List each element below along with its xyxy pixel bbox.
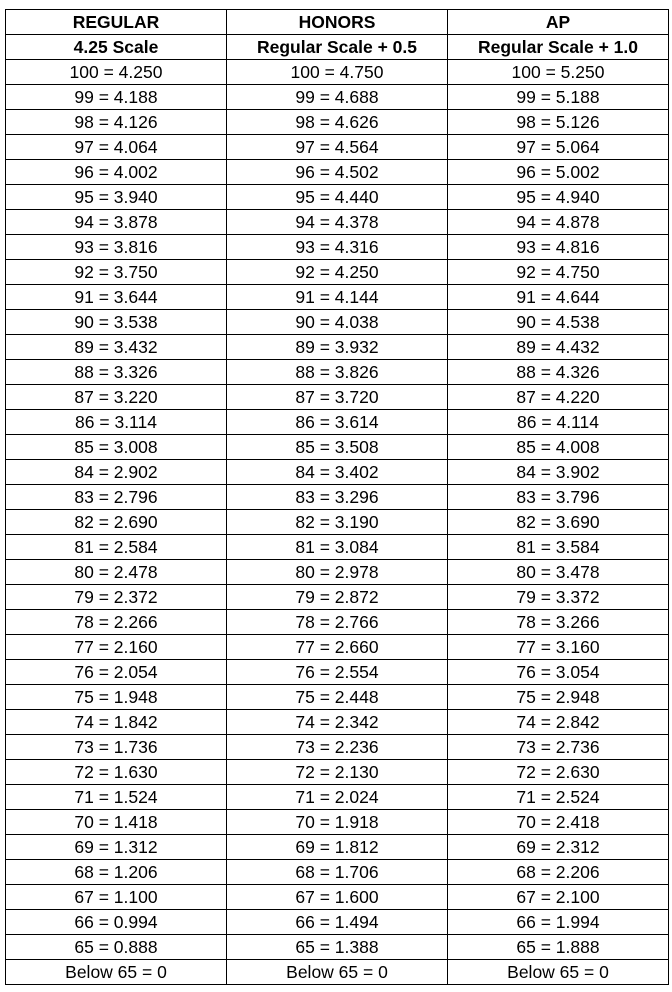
cell-honors: 78 = 2.766 <box>227 610 448 635</box>
cell-ap: 75 = 2.948 <box>448 685 669 710</box>
cell-ap: 74 = 2.842 <box>448 710 669 735</box>
cell-ap: 65 = 1.888 <box>448 935 669 960</box>
cell-ap: 79 = 3.372 <box>448 585 669 610</box>
table-row <box>6 185 669 210</box>
cell-honors: 83 = 3.296 <box>227 485 448 510</box>
table-row <box>6 860 669 885</box>
cell-honors: 71 = 2.024 <box>227 785 448 810</box>
cell-honors: 73 = 2.236 <box>227 735 448 760</box>
cell-honors: 84 = 3.402 <box>227 460 448 485</box>
table-row <box>6 735 669 760</box>
table-row <box>6 960 669 985</box>
table-row <box>6 760 669 785</box>
table-row <box>6 785 669 810</box>
cell-ap: 67 = 2.100 <box>448 885 669 910</box>
table-row <box>6 635 669 660</box>
cell-ap: 90 = 4.538 <box>448 310 669 335</box>
header-row <box>6 10 669 35</box>
subheader-honors: Regular Scale + 0.5 <box>227 35 448 60</box>
cell-ap: 96 = 5.002 <box>448 160 669 185</box>
cell-regular: 94 = 3.878 <box>6 210 227 235</box>
table-row <box>6 160 669 185</box>
cell-ap: 82 = 3.690 <box>448 510 669 535</box>
cell-ap: 77 = 3.160 <box>448 635 669 660</box>
table-row <box>6 560 669 585</box>
cell-honors: 81 = 3.084 <box>227 535 448 560</box>
table-row <box>6 585 669 610</box>
table-row <box>6 685 669 710</box>
cell-regular: 75 = 1.948 <box>6 685 227 710</box>
table-row <box>6 710 669 735</box>
table-row <box>6 910 669 935</box>
cell-regular: 84 = 2.902 <box>6 460 227 485</box>
table-row <box>6 885 669 910</box>
cell-honors: 74 = 2.342 <box>227 710 448 735</box>
gpa-scale-table <box>5 9 669 985</box>
table-row <box>6 535 669 560</box>
cell-ap: 84 = 3.902 <box>448 460 669 485</box>
cell-regular: 96 = 4.002 <box>6 160 227 185</box>
cell-regular: 81 = 2.584 <box>6 535 227 560</box>
table-row <box>6 485 669 510</box>
cell-honors: 97 = 4.564 <box>227 135 448 160</box>
table-row <box>6 85 669 110</box>
cell-ap: 71 = 2.524 <box>448 785 669 810</box>
table-row <box>6 110 669 135</box>
cell-regular: 93 = 3.816 <box>6 235 227 260</box>
cell-ap: 72 = 2.630 <box>448 760 669 785</box>
subheader-row <box>6 35 669 60</box>
cell-regular: 69 = 1.312 <box>6 835 227 860</box>
table-row <box>6 435 669 460</box>
cell-ap: 93 = 4.816 <box>448 235 669 260</box>
cell-ap: 76 = 3.054 <box>448 660 669 685</box>
cell-regular: 72 = 1.630 <box>6 760 227 785</box>
cell-regular: 66 = 0.994 <box>6 910 227 935</box>
cell-regular: 97 = 4.064 <box>6 135 227 160</box>
cell-honors: 99 = 4.688 <box>227 85 448 110</box>
cell-honors: 65 = 1.388 <box>227 935 448 960</box>
cell-honors: 70 = 1.918 <box>227 810 448 835</box>
cell-honors: 66 = 1.494 <box>227 910 448 935</box>
cell-ap: 87 = 4.220 <box>448 385 669 410</box>
cell-regular: 90 = 3.538 <box>6 310 227 335</box>
cell-regular: 83 = 2.796 <box>6 485 227 510</box>
cell-honors: 95 = 4.440 <box>227 185 448 210</box>
cell-regular: 65 = 0.888 <box>6 935 227 960</box>
cell-regular: 68 = 1.206 <box>6 860 227 885</box>
table-row <box>6 260 669 285</box>
cell-regular: 87 = 3.220 <box>6 385 227 410</box>
cell-regular: 80 = 2.478 <box>6 560 227 585</box>
cell-honors: 92 = 4.250 <box>227 260 448 285</box>
cell-regular: 91 = 3.644 <box>6 285 227 310</box>
cell-regular: 88 = 3.326 <box>6 360 227 385</box>
cell-ap: 98 = 5.126 <box>448 110 669 135</box>
cell-ap: 92 = 4.750 <box>448 260 669 285</box>
table-row <box>6 360 669 385</box>
cell-ap: 78 = 3.266 <box>448 610 669 635</box>
table-row <box>6 510 669 535</box>
cell-regular: 95 = 3.940 <box>6 185 227 210</box>
cell-ap: 95 = 4.940 <box>448 185 669 210</box>
cell-honors: 90 = 4.038 <box>227 310 448 335</box>
table-row <box>6 810 669 835</box>
cell-regular: 100 = 4.250 <box>6 60 227 85</box>
table-row <box>6 610 669 635</box>
cell-regular: 67 = 1.100 <box>6 885 227 910</box>
cell-regular: 73 = 1.736 <box>6 735 227 760</box>
cell-ap: 81 = 3.584 <box>448 535 669 560</box>
table-row <box>6 660 669 685</box>
cell-ap: 91 = 4.644 <box>448 285 669 310</box>
cell-regular: 89 = 3.432 <box>6 335 227 360</box>
cell-honors: 86 = 3.614 <box>227 410 448 435</box>
cell-honors: 77 = 2.660 <box>227 635 448 660</box>
table-row <box>6 60 669 85</box>
cell-regular: 85 = 3.008 <box>6 435 227 460</box>
cell-honors: 72 = 2.130 <box>227 760 448 785</box>
cell-ap: 100 = 5.250 <box>448 60 669 85</box>
cell-ap: 70 = 2.418 <box>448 810 669 835</box>
table-row <box>6 210 669 235</box>
cell-honors: 75 = 2.448 <box>227 685 448 710</box>
cell-ap: 73 = 2.736 <box>448 735 669 760</box>
cell-honors: 80 = 2.978 <box>227 560 448 585</box>
cell-regular: 86 = 3.114 <box>6 410 227 435</box>
cell-ap: 89 = 4.432 <box>448 335 669 360</box>
cell-honors: 76 = 2.554 <box>227 660 448 685</box>
cell-regular: 76 = 2.054 <box>6 660 227 685</box>
cell-honors: 85 = 3.508 <box>227 435 448 460</box>
cell-ap: 85 = 4.008 <box>448 435 669 460</box>
cell-honors: 87 = 3.720 <box>227 385 448 410</box>
cell-regular: 82 = 2.690 <box>6 510 227 535</box>
cell-honors: 98 = 4.626 <box>227 110 448 135</box>
table-row <box>6 335 669 360</box>
table-row <box>6 310 669 335</box>
cell-honors: 96 = 4.502 <box>227 160 448 185</box>
cell-honors: 68 = 1.706 <box>227 860 448 885</box>
table-row <box>6 385 669 410</box>
cell-regular: 77 = 2.160 <box>6 635 227 660</box>
cell-regular: 74 = 1.842 <box>6 710 227 735</box>
cell-ap: 69 = 2.312 <box>448 835 669 860</box>
table-row <box>6 935 669 960</box>
cell-ap: 66 = 1.994 <box>448 910 669 935</box>
cell-honors: 82 = 3.190 <box>227 510 448 535</box>
cell-ap: 94 = 4.878 <box>448 210 669 235</box>
header-honors: HONORS <box>227 10 448 35</box>
cell-honors: 91 = 4.144 <box>227 285 448 310</box>
table-row <box>6 410 669 435</box>
cell-ap: 88 = 4.326 <box>448 360 669 385</box>
cell-honors: 79 = 2.872 <box>227 585 448 610</box>
cell-ap: 86 = 4.114 <box>448 410 669 435</box>
cell-honors: 88 = 3.826 <box>227 360 448 385</box>
cell-honors: 67 = 1.600 <box>227 885 448 910</box>
cell-honors: Below 65 = 0 <box>227 960 448 985</box>
cell-ap: 80 = 3.478 <box>448 560 669 585</box>
cell-honors: 93 = 4.316 <box>227 235 448 260</box>
subheader-ap: Regular Scale + 1.0 <box>448 35 669 60</box>
table-head <box>6 10 669 60</box>
cell-ap: 68 = 2.206 <box>448 860 669 885</box>
table-row <box>6 235 669 260</box>
subheader-regular: 4.25 Scale <box>6 35 227 60</box>
cell-regular: 99 = 4.188 <box>6 85 227 110</box>
cell-ap: 83 = 3.796 <box>448 485 669 510</box>
cell-ap: 97 = 5.064 <box>448 135 669 160</box>
cell-regular: 70 = 1.418 <box>6 810 227 835</box>
table-row <box>6 835 669 860</box>
cell-honors: 69 = 1.812 <box>227 835 448 860</box>
table-row <box>6 460 669 485</box>
table-row <box>6 135 669 160</box>
header-regular: REGULAR <box>6 10 227 35</box>
cell-regular: 79 = 2.372 <box>6 585 227 610</box>
cell-honors: 89 = 3.932 <box>227 335 448 360</box>
header-ap: AP <box>448 10 669 35</box>
cell-regular: Below 65 = 0 <box>6 960 227 985</box>
cell-ap: Below 65 = 0 <box>448 960 669 985</box>
cell-honors: 100 = 4.750 <box>227 60 448 85</box>
cell-regular: 71 = 1.524 <box>6 785 227 810</box>
cell-regular: 78 = 2.266 <box>6 610 227 635</box>
cell-ap: 99 = 5.188 <box>448 85 669 110</box>
cell-regular: 92 = 3.750 <box>6 260 227 285</box>
cell-honors: 94 = 4.378 <box>227 210 448 235</box>
table-body <box>6 60 669 985</box>
table-row <box>6 285 669 310</box>
cell-regular: 98 = 4.126 <box>6 110 227 135</box>
